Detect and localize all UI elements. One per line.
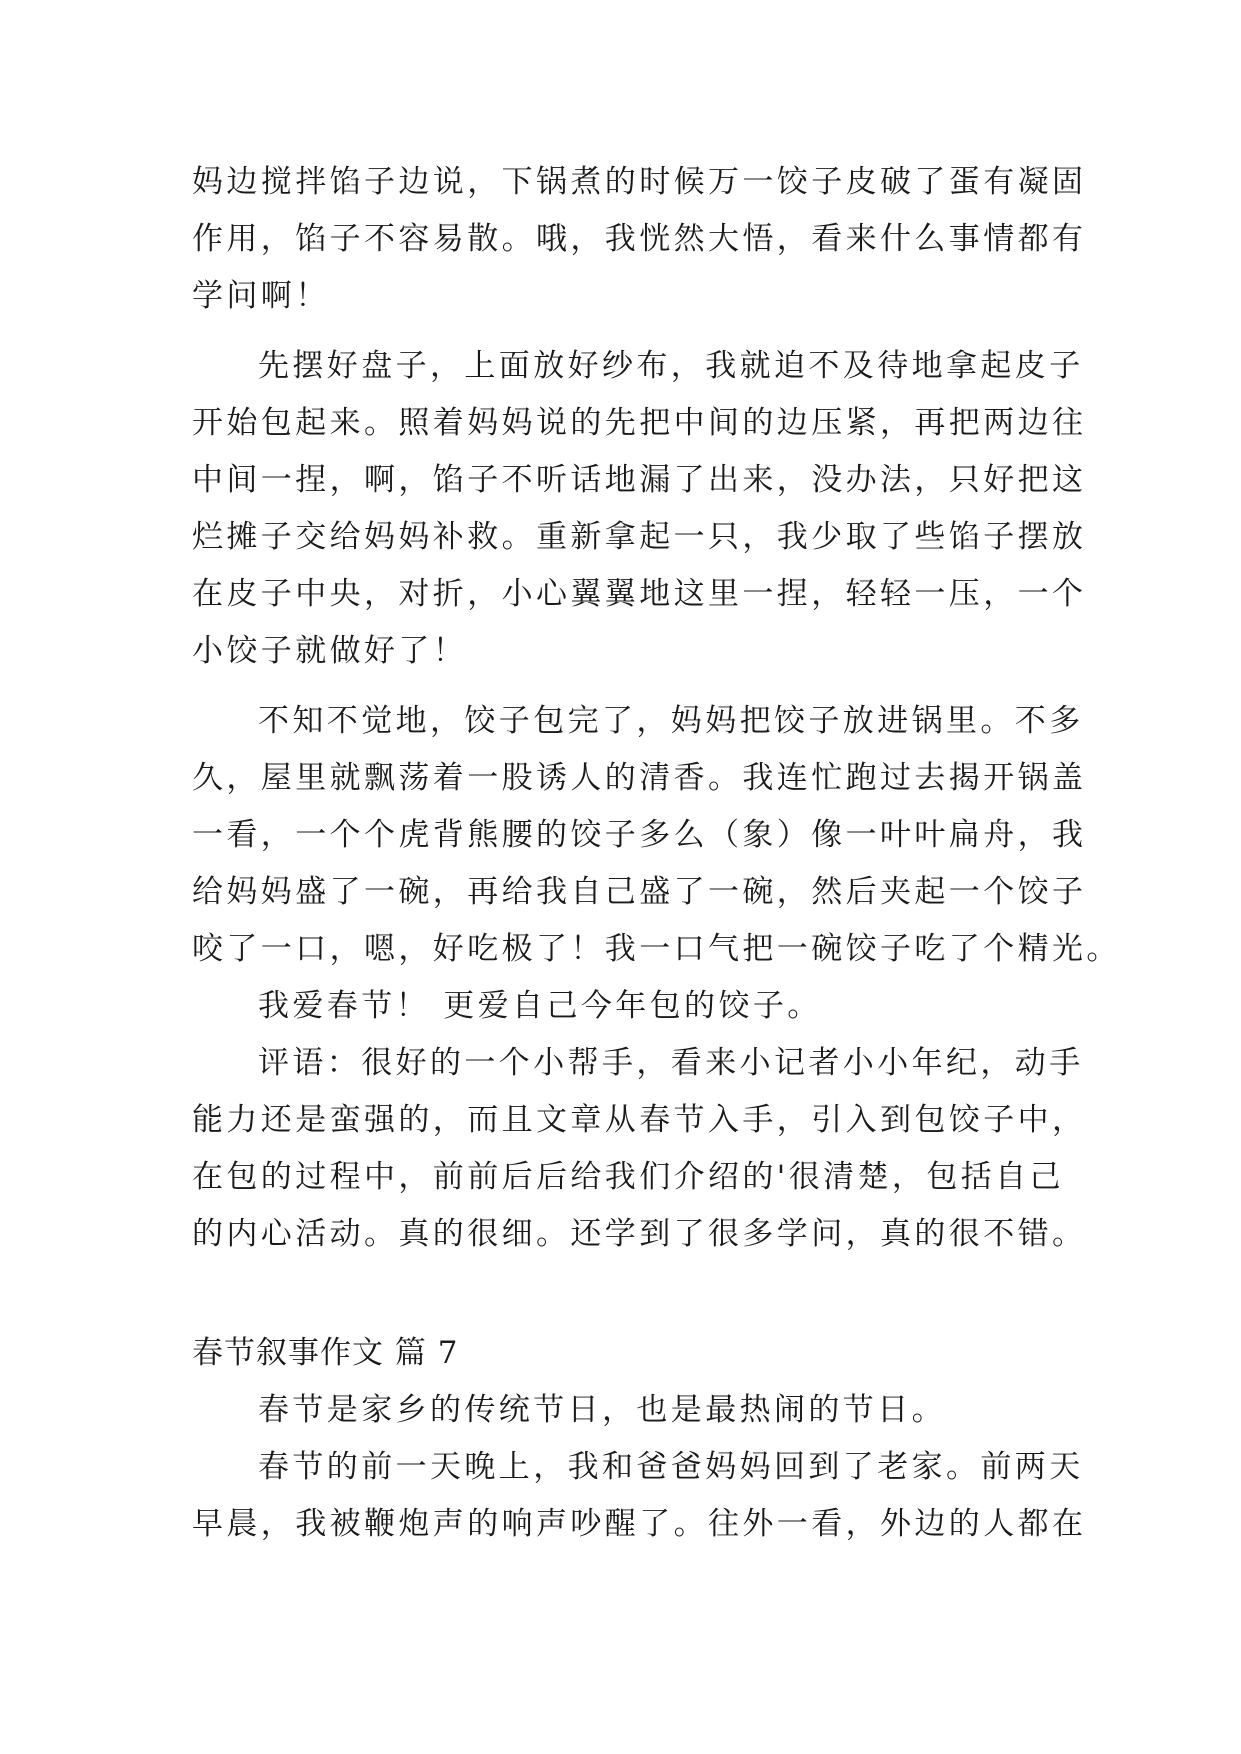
- paragraph-line: 不知不觉地，饺子包完了，妈妈把饺子放进锅里。不多: [258, 703, 1084, 739]
- paragraph-line: 久，屋里就飘荡着一股诱人的清香。我连忙跑过去揭开锅盖: [192, 760, 1087, 796]
- paragraph-line: 中间一捏，啊，馅子不听话地漏了出来，没办法，只好把这: [192, 462, 1087, 498]
- paragraph-line: 在皮子中央，对折，小心翼翼地这里一捏，轻轻一压，一个: [192, 576, 1087, 612]
- paragraph-line: 我爱春节！ 更爱自己今年包的饺子。: [258, 988, 822, 1024]
- paragraph-line: 春节是家乡的传统节日，也是最热闹的节日。: [258, 1392, 946, 1428]
- paragraph-line: 烂摊子交给妈妈补救。重新拿起一只，我少取了些馅子摆放: [192, 519, 1087, 555]
- paragraph-line: 小饺子就做好了！: [192, 633, 468, 669]
- paragraph-line: 的内心活动。真的很细。还学到了很多学问，真的很不错。: [192, 1216, 1087, 1252]
- paragraph-line: 在包的过程中，前前后后给我们介绍的'很清楚，包括自己: [192, 1159, 1064, 1195]
- paragraph-line: 作用，馅子不容易散。哦，我恍然大悟，看来什么事情都有: [192, 221, 1087, 257]
- paragraph-line: 一看，一个个虎背熊腰的饺子多么（象）像一叶叶扁舟，我: [192, 817, 1087, 853]
- paragraph-line: 评语：很好的一个小帮手，看来小记者小小年纪，动手: [258, 1045, 1084, 1081]
- paragraph-line: 早晨，我被鞭炮声的响声吵醒了。往外一看，外边的人都在: [192, 1506, 1087, 1542]
- paragraph-line: 先摆好盘子，上面放好纱布，我就迫不及待地拿起皮子: [258, 348, 1084, 384]
- paragraph-line: 妈边搅拌馅子边说，下锅煮的时候万一饺子皮破了蛋有凝固: [192, 164, 1087, 200]
- paragraph-line: 咬了一口，嗯，好吃极了！我一口气把一碗饺子吃了个精光。: [192, 931, 1121, 967]
- section-heading: 春节叙事作文 篇 7: [192, 1335, 459, 1371]
- paragraph-line: 给妈妈盛了一碗，再给我自己盛了一碗，然后夹起一个饺子: [192, 874, 1087, 910]
- paragraph-line: 开始包起来。照着妈妈说的先把中间的边压紧，再把两边往: [192, 405, 1087, 441]
- paragraph-line: 能力还是蛮强的，而且文章从春节入手，引入到包饺子中，: [192, 1102, 1087, 1138]
- paragraph-line: 学问啊！: [192, 278, 330, 314]
- paragraph-line: 春节的前一天晚上，我和爸爸妈妈回到了老家。前两天: [258, 1449, 1084, 1485]
